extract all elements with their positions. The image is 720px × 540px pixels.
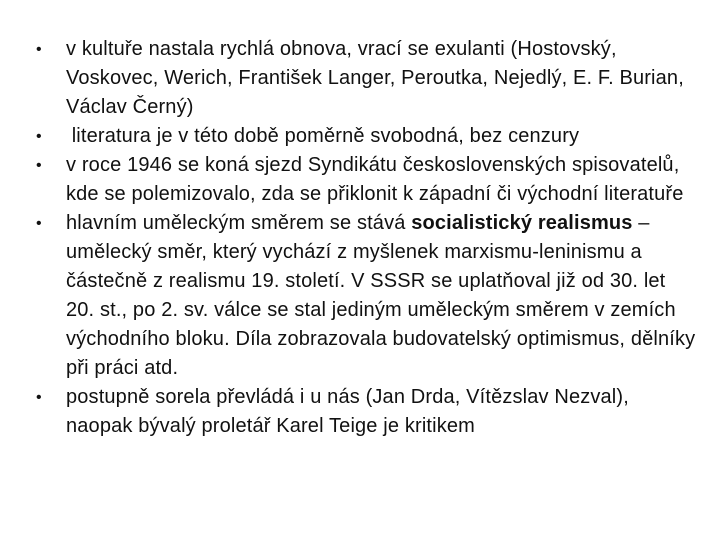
bullet-text-after: – umělecký směr, který vychází z myšlenek marxismu-leninismu a částečně z realismu 19. století. V SSSR se uplatňoval již od 30. let 20. st., po 2. sv. válce se stal jediným uměleckým směrem v zemích východního bloku. Díla zobrazovala budovatelský optimismus, dělníky při práci atd. bbox=[66, 212, 696, 379]
bullet-text: postupně sorela převládá i u nás (Jan Drda, Vítězslav Nezval), naopak bývalý proletář Karel Teige je kritikem bbox=[66, 386, 629, 437]
bullet-text: v kultuře nastala rychlá obnova, vrací se exulanti (Hostovský, Voskovec, Werich, František Langer, Peroutka, Nejedlý, E. F. Burian, Václav Černý) bbox=[66, 38, 684, 118]
bullet-icon: • bbox=[36, 128, 42, 145]
bullet-icon: • bbox=[36, 215, 42, 232]
bullet-text: v roce 1946 se koná sjezd Syndikátu československých spisovatelů, kde se polemizovalo, zda se přiklonit k západní či východní literatuře bbox=[66, 154, 684, 205]
bullet-item-svobodna-literatura bbox=[36, 122, 696, 151]
bullet-icon: • bbox=[36, 41, 42, 58]
bullet-item-sorela bbox=[36, 383, 696, 441]
bullet-icon: • bbox=[36, 389, 42, 406]
bullet-text bbox=[66, 212, 695, 379]
bullet-item-exulanti bbox=[36, 35, 696, 122]
bullet-icon: • bbox=[36, 157, 42, 174]
bullet-text: literatura je v této době poměrně svobodná, bez cenzury bbox=[66, 125, 580, 147]
bullet-text-bold-term: socialistický realismus bbox=[411, 212, 633, 234]
bullet-item-sjezd-syndikatu bbox=[36, 151, 696, 209]
bullet-item-socialisticky-realismus bbox=[36, 209, 696, 383]
bullet-list bbox=[36, 35, 696, 441]
bullet-text-before: hlavním uměleckým směrem se stává bbox=[66, 212, 412, 234]
